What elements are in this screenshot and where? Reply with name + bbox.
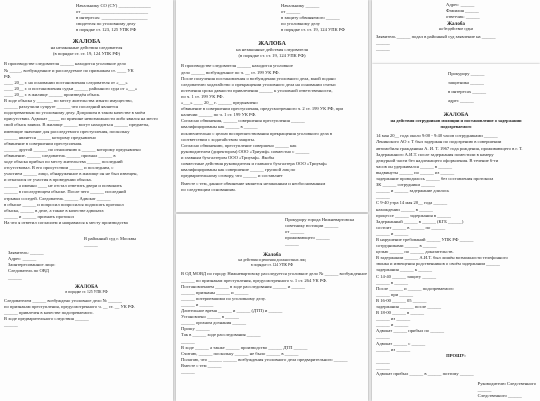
doc1-subtitle: (в порядке ст. ст. 19, 124 УПК РФ) [53,51,120,57]
doc3-body-line: ______ признаны ______ и ______ [181,289,249,295]
doc2-body-line: по следующим основаниям. [181,187,236,193]
doc2-body-line: дело ______ возбужденное по ч. __ ст. 199 УК РФ. [181,69,280,75]
doc1-body-line: отсутствовал. В его присутствии ______ и последним, с [4,165,114,171]
doc5-body-line: выдвинуты ______ по ______ из ______ [376,169,455,175]
doc5-body-line: ______ и ______ задержание длилось [376,188,450,194]
doc2-body-line: Вместе с тем, данное обвинение является незаконным и необоснованным [181,181,326,187]
doc3-body-line: ______ органом дознания ______ [181,320,247,326]
doc1-body-line: ____ 20__ г. в жилище ______ произведён обыск. [4,91,101,97]
doc5-body-line: С 14-40 ______ защиту ______ [376,273,437,279]
doc1-body [4,61,169,226]
doc1-body-line: ______ в последующем обыске. После чего ______ последний [4,189,126,195]
doc2-body-line: руководителем (директором) ООО «Триумф» совместно с ______ [181,148,310,154]
doc1-body-line: отрывал соседей. Следователь ______ Адвокат ______ [4,195,111,201]
doc1-body-line: ____ 20__ г. и постановления судьи ______ районного суда от «___» [4,85,138,91]
doc1-body-line: РФ. [4,73,12,79]
doc1-court-line: Заявитель: ______ [8,250,44,256]
doc3-body-line: Длительное время ______ и ______ (ДТП) и ______ [181,308,283,314]
doc5-body-line: нахождении ______ в ______ [376,206,433,212]
doc1-body-line: В ходе обыска у _______ по месту жительства изъято имущество, [4,98,133,104]
doc1-footer-line: ______ [4,322,18,328]
doc5-header-line: адрес ______ [448,98,474,104]
doc2-header-line: от ______ [281,9,301,15]
doc5-body-line: ______ [376,194,390,200]
doc3-body-line: В ходе ______ а также ______ производство ______ ДТП ______ [181,344,308,350]
doc5-body-line: Задержанного А.И.Т. после задержания поместили в камеру [376,151,494,157]
doc1-body-line: обыска, ______ в деле, а также в качестве адвоката [4,207,104,213]
doc4-subtitle: на бездействие судьи [438,27,474,32]
doc2-body-line: наличии ______ по ч. 1 ст. 199 УК РФ. [181,112,257,118]
doc5-body-line: Адвокат ______ прибыл по ______ [376,328,445,334]
doc5-body-line: В задержании ______ А.И.Т. был лишён возможности телефонного [376,255,508,261]
doc3-body [181,271,368,375]
doc3-header-line: советнику юстиции ______ [285,223,339,229]
doc2-body-line: квалифицированы как совершение ______ группой лиц по [181,167,296,173]
doc5-signature-block [478,381,536,399]
doc1-body-line: и отказался от участия в проведении обыска. [4,177,92,183]
doc1-footer [4,298,169,328]
doc1-footer-line: по признакам преступления, предусмотренного ч. __ ст. __ УК РФ. [4,303,136,309]
doc4-header-line: Фамилия ______ [446,8,479,14]
doc5-body-line: ______ и ______ [376,230,409,236]
doc2-title: ЖАЛОБА [258,41,286,48]
doc4-title: Жалоба [447,22,465,28]
doc2-body-line: истечения срока давности привлечения ______ к уголовной ответственности, [181,87,333,93]
doc1-court-header [84,236,169,248]
doc2-subtitle: (в порядке ст. ст. 19, 124 УПК РФ) [238,53,306,59]
doc2-body-line: соответствии с ходатайством защиты. [181,136,255,142]
doc5-body-line: ______ [376,364,390,370]
doc2-body-line: «___» ____ 20__ г. ______ предъявлено [181,100,258,106]
doc5-subtitle: подозреваемого [440,124,472,130]
doc2-body-line: и главным бухгалтером ООО «Триумф». Якобы [181,154,275,160]
doc1-title: ЖАЛОБА [72,39,101,46]
doc5-body-line: ______ и ______ [376,322,409,328]
doc1-header-line: в порядке ст. 123, 125 УПК РФ [76,27,137,33]
doc5-body-line: процессе ______ задержания в ______ [376,212,451,218]
doc2-body-line: предварительному сговору, что ______ и составляет [181,173,283,179]
doc3-subtitle: в порядке ст. 124 УПК РФ [250,263,294,268]
doc3-body-line: Так в ______ ходе расследования ______ [181,332,261,338]
doc3-header-line: от ______ [285,229,305,235]
doc4-header-line: ответчик: ______ [446,14,480,20]
doc1-court-line: Адрес: ______ [8,256,37,262]
doc1-court-line: ______ [84,242,98,248]
doc1-body-line: ______ и ______ признать протокол [4,213,74,219]
doc1-subtitle-2: в порядке ст. 125 УПК РФ [65,289,108,294]
doc2-header-line: в защиту обвиняемого ______ [281,15,340,21]
doc2-body-line: После получения постановления о возбуждении уголовного дела, мной подано [181,75,336,81]
doc5-body-line: В 16-00 ______ 05 ______ [376,297,427,303]
doc3-body-line: ______ потерпевшими по уголовному делу. [181,295,266,301]
doc3-body-line: ______ [181,368,195,374]
doc5-body [376,133,536,377]
doc5-body-line: ______ [376,358,390,364]
doc2-body-line: Согласно обвинения, ______ совершения преступления ______ [181,118,305,124]
doc2-body [181,63,363,193]
doc2-body-line: следователю ходатайство о прекращении уголовного дела на основании статьи [181,81,336,87]
doc3-subtitle: на действия и решения должностных лиц [238,258,306,263]
doc5-body-line: С 9-40 утра 14 мая 20__ года ______ [376,200,448,206]
doc5-body-line: ______ [376,334,390,340]
doc3-body-line: Постановлением ______ в ходе расследования ______ и ______ [181,283,306,289]
doc2-body-line: Согласно обвинению, преступление совершено ______ как [181,142,297,148]
doc5-body-line: задержания ______ после ______ [376,304,442,309]
doc1-body-line: ______ а именно ____ не отстал ответить двери и позвонить [4,183,122,189]
doc5-body-line: ПРОШУ: [446,352,466,358]
doc2-subtitle: на незаконные действия следователя [236,47,308,53]
doc1-footer-line: Следователем ______ возбуждено уголовное дело № ______ [4,297,122,303]
doc2-body-line: В производстве следователя ______ находится уголовное [181,63,293,69]
doc2-header-line: по уголовному делу [281,21,320,27]
doc1-body-line: ______ другой ______ по отношению к ______ которому предъявлено [4,146,141,152]
doc1-body-line: обвинение в совершении преступления. [4,140,83,146]
doc5-body-line: состоит ______ в ______ по ______ [376,224,446,230]
doc5-body-line: После ______ и ______ подозреваемого [376,285,454,291]
doc3-header-line: проживающего ______ [285,235,330,241]
doc5-body-line: В нарушение требований ______ УПК РФ ______ [376,236,474,242]
doc3-body-line: Считаю, ______ поскольку ______ не было ______ в ______ [181,350,299,356]
doc5-body-line: 14 мая 20__ года около 9:00 - 9:40 часов сотрудниками ______ [376,133,498,139]
doc5-body-line: ______ при ______ [376,291,414,297]
doc5-body-line: дежурной части без надлежащего оформления. В течение 6-ти [376,157,499,163]
doc4-body-line: Заявитель ______ подал в районный суд заявление на ______ [376,34,496,40]
doc5-body-line: часов он удерживался ______ в ______ [376,163,453,169]
doc1-header-line: свидетеля по уголовному делу [76,21,136,27]
doc5-subtitle: на действия сотрудников милиции и постановление о задержании [390,118,522,124]
doc2-body-line: совместные действия руководителя и главного бухгалтера ООО «Триумф» [181,160,328,166]
doc3-header-line: Прокурору города Нижневартовска [285,217,355,222]
doc1-header-line: от _____________________________ [76,9,149,15]
doc1-subtitle: на незаконные действия следователя [50,45,123,51]
doc1-court-line: ______ [8,274,22,280]
doc5-body-line: автомобиля гражданина А. И. Т. 1967 года рождения, проживающего в г. Т. [376,145,523,151]
doc3-body-line: Установлено ______ в ______ [181,314,239,320]
doc4-header-line: Адрес: ______ [446,2,475,7]
doc2-header-line: Начальнику ______ [281,3,320,8]
doc1-body-line: участием ______ лицо, обнаруженное в жилище он не был извещен, [4,171,138,177]
doc1-body-line: На что я ответил согласием и направился к месту производства [4,219,128,225]
doc3-title: Жалоба [263,253,281,259]
doc1-body-line: обвинение. ______ следователь ______ признал ______ в [4,152,116,158]
complaint-document-5 [372,64,540,401]
doc5-body-line: ______ из ______ [376,346,411,352]
doc5-body-line: сотрудниками ______ в ______ [376,243,437,249]
doc2-body-line: исключительно с целью воспрепятствования прекращения уголовного дела в [181,130,333,136]
doc1-body-line: ______ является ______ которому предъявлено [4,134,96,140]
doc1-body-line: имеющие значение для расследуемого преступления, поскольку [4,128,130,134]
complaint-document-3 [176,214,368,401]
complaint-document-2 [176,0,368,212]
doc5-body-line: целью ______ по ______ доказательств. [376,249,454,255]
doc5-body-line: звонка и извещения родственников о своём задержании ______ [376,261,500,267]
doc3-body-line: В ОД МОВД по городу Нижневартовску расследуется уголовное дело № ______ возбужденное [181,271,368,277]
doc4-body-line: ______ [376,40,390,46]
doc2-body-line: по ч. 1 ст. 199 УК РФ. [181,93,224,99]
doc1-footer-line: ______ привлечен в качестве подозреваемого. [4,309,94,315]
doc2-body-line: квалифицированы как ______ в ______ [181,124,258,130]
doc4-body [376,34,536,52]
doc1-body-line: в обыске ______ и попросил попросился подписать протокол [4,201,124,207]
doc4-body-line: ______ [376,46,390,52]
doc5-header-line: Прокурору ______ [448,71,485,76]
doc5-body-line: Адвокат прибыл ______ в ______ поэтому ______ [376,371,474,377]
doc5-body-line: Ленинского АО г. Т был задержан по подозрению в совершении [376,139,502,145]
doc5-body-line: В 18-00 ______ в ______ [376,310,425,316]
doc1-body-line: ____ 20__ г. на основании постановления следователя от «___» [4,79,128,85]
doc1-court-line: Заинтересованное лицо: [8,262,56,268]
doc1-body-line: ходе обыска прибыл по месту жительства ______ последний [4,158,123,164]
doc1-body-line: В производстве следователя ______ находится уголовное дело [4,61,127,67]
doc5-header-line: в интересах ______ [448,89,487,95]
doc5-header-line: защитника ______ [448,80,484,86]
doc1-header-line: в интересах: ____________________ [76,15,148,21]
complaint-document-1 [0,0,173,401]
doc5-body-line: ЗК ______ сотрудники ______ [376,182,435,188]
doc1-body-line: присутствии. Адвокат _____ по причине невозможности либо явился на место [4,116,158,122]
doc1-court-line: Следователь по ОВД [8,268,49,274]
doc5-signature-line: ______ [477,386,492,392]
doc2-header-line: в порядке ст. ст. 19, 124 УПК РФ [281,27,345,33]
doc5-body-line: Задержанный ______ в ______ (КГБ ______) [376,218,464,224]
doc3-body-line: ______ и ______ [181,301,214,307]
doc5-title: ЖАЛОБА [443,112,469,119]
doc5-body-line: задержания ______ к ______ [376,267,433,273]
doc5-signature-line: Руководителю Следственного [477,380,536,386]
doc1-footer-line: В ходе предварительного следствия ______ [4,315,89,321]
doc5-body-line: задержание проводилось ______ без составления протокола [376,176,494,182]
doc3-body-line: Полагаю, что ______ ______ возбуждения уголовного дела предварительного ______ [181,356,348,362]
doc1-title-2: ЖАЛОБА [74,284,99,290]
doc5-body-line: ______ из ______ [376,316,411,322]
doc1-court-line: В районный суд г. Москвы [84,236,136,241]
doc5-signature-line: Следственного ______ [477,392,522,398]
doc3-body-line: ______ по признакам преступления, предусмотренного ч. 1 ст. 264 УК РФ. [181,277,328,283]
doc1-body-line: подозреваемым по уголовному делу. Допрошен в таком качестве в моём [4,110,146,116]
doc5-body-line: Адвокат ______ с ______ [376,340,426,346]
doc1-header-line: Начальнику СО (СУ) ______________ [76,3,151,8]
doc1-body-line: ______ разлучили супруге ______ что последний является [4,104,119,110]
doc5-body-line: ______ в ______ [376,279,409,285]
doc1-body-line: свой обыск заявил. В жилище ______ могут находиться ______ предметы, [4,122,150,128]
doc2-body-line: обвинение в совершении преступления, предусмотренного ч. 2 ст. 199 УК РФ, при [181,106,343,112]
complaint-document-4 [372,0,540,64]
doc3-body-line: ______ [181,338,195,344]
doc3-body-line: Вместе с тем ______ [181,362,222,368]
doc3-header-line: ______ [285,241,299,247]
doc1-body-line: № _____, возбужденное и расследуемое по признакам ст. ____ УК [4,67,134,73]
doc3-body-line: Прошу ______ [181,326,210,332]
